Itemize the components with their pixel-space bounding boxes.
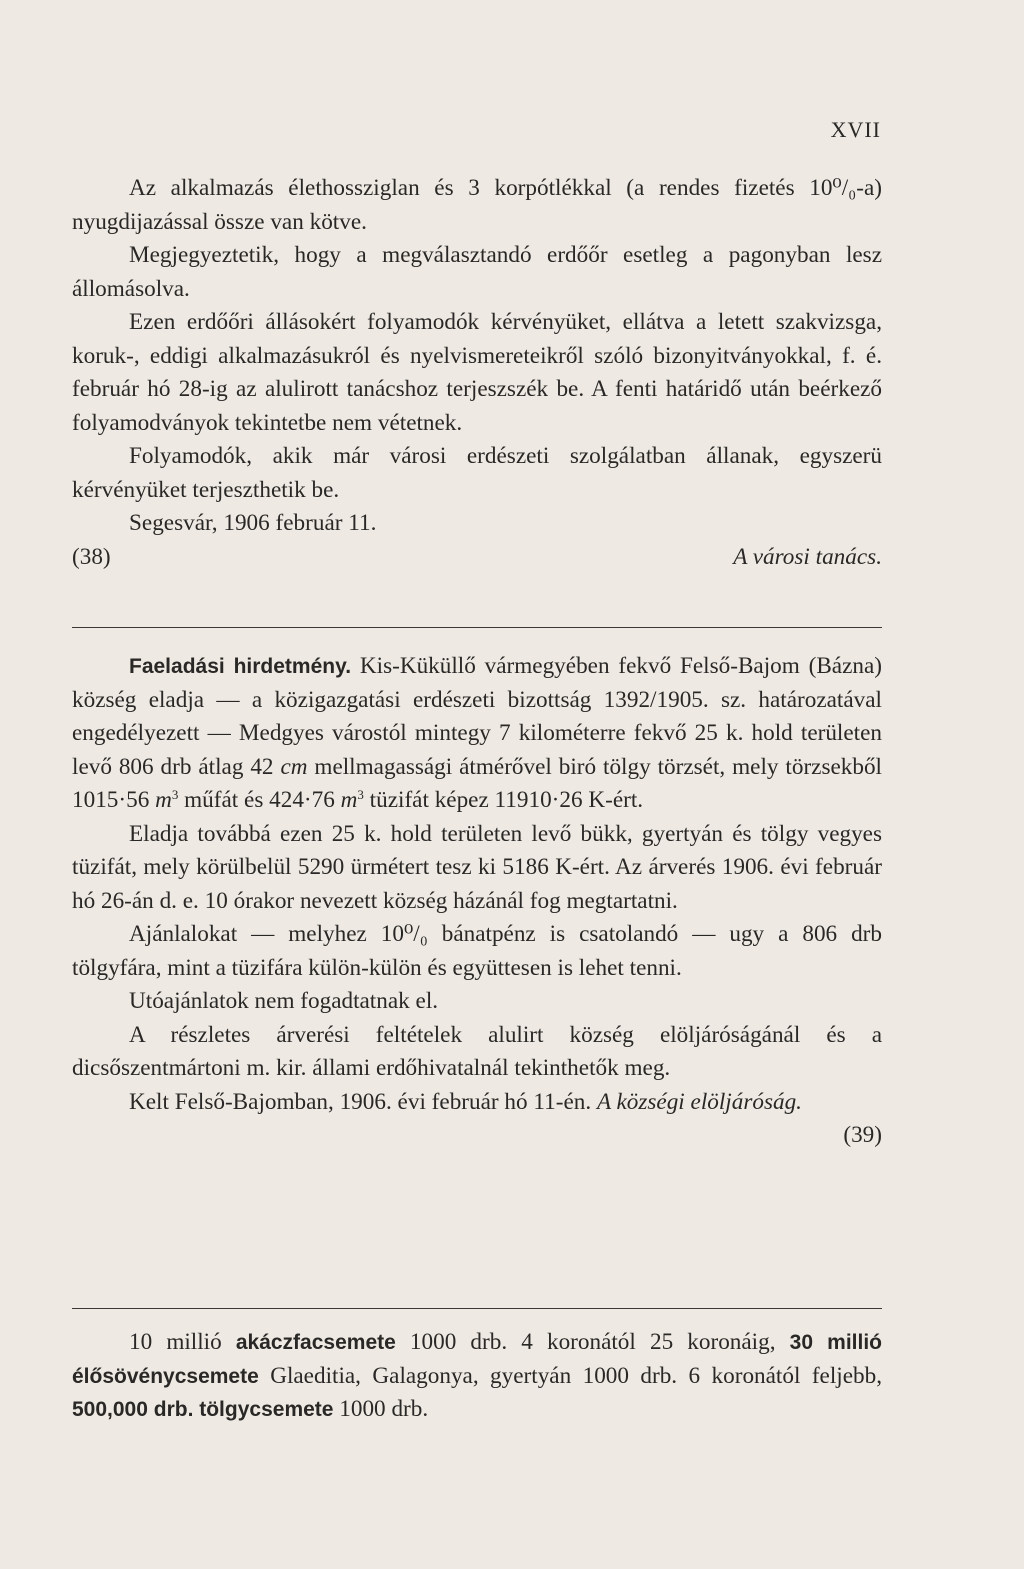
notice-seedlings <box>72 1326 882 1427</box>
unit-exponent: 3 <box>171 787 179 802</box>
paragraph: 10 millió akáczfacsemete 1000 drb. 4 koronától 25 koronáig, 30 millió élősövénycsemete Glaeditia, Galagonya, gyertyán 1000 drb. 6 koronától feljebb, 500,000 drb. tölgycsemete 1000 drb. <box>72 1329 883 1422</box>
reference-number: (39) <box>843 1122 882 1148</box>
unit: m <box>340 787 358 813</box>
signature: A községi elöljáróság. <box>596 1088 802 1115</box>
page-number: XVII <box>830 117 881 142</box>
paragraph: Eladja továbbá ezen 25 k. hold területen levő bükk, gyertyán és tölgy vegyes tüzifát, mely körülbelül 5290 ürmétert tesz ki 5186 K-ért. Az árverés 1906. évi február hó 26-án d. e. 10 órakor nevezett község házánál fog megtartatni. <box>72 820 882 914</box>
reference-line <box>72 541 882 575</box>
paragraph: Ezen erdőőri állásokért folyamodók kérvényüket, ellátva a letett szakvizsga, koruk-, eddigi alkalmazásukról és nyelvismereteikről szóló bizonyitványokkal, f. é. február hó 28-ig az alulirott tanácshoz terjeszszék be. A fenti határidő után beérkező folyamodványok tekintetbe nem vétetnek. <box>72 309 882 436</box>
paragraph: Ajánlalokat — melyhez 10⁰/₀ bánatpénz is csatolandó — ugy a 806 drb tölgyfára, mint a tüzifára külön-külön és együttesen is lehet tenni. <box>72 921 882 981</box>
unit: cm <box>280 753 308 780</box>
divider <box>72 1308 882 1309</box>
paragraph: Utóajánlatok nem fogadtatnak el. <box>129 988 439 1014</box>
notice-forest-ranger <box>72 172 882 574</box>
signature: A városi tanács. <box>733 543 882 570</box>
unit-exponent: 3 <box>357 787 364 802</box>
unit: m <box>155 787 172 813</box>
paragraph: Az alkalmazás élethossziglan és 3 korpótlékkal (a rendes fizetés 10⁰/₀-a) nyugdijazással össze van kötve. <box>72 175 882 235</box>
paragraph: Megjegyeztetik, hogy a megválasztandó erdőőr esetleg a pagonyban lesz állomásolva. <box>72 242 882 302</box>
paragraph: Kelt Felső-Bajomban, 1906. évi február hó 11-én. A községi elöljáróság. (39) <box>72 1086 882 1120</box>
divider <box>72 627 882 628</box>
paragraph: Folyamodók, akik már városi erdészeti szolgálatban állanak, egyszerü kérvényüket terjeszthetik be. <box>72 443 882 503</box>
paragraph: A részletes árverési feltételek alulirt község elöljáróságánál és a dicsőszentmártoni m. kir. állami erdőhivatalnál tekinthetők meg. <box>72 1021 882 1081</box>
date-line: Segesvár, 1906 február 11. <box>129 510 377 536</box>
notice-heading: Faeladási hirdetmény. <box>129 655 352 678</box>
reference-number: (38) <box>72 543 111 570</box>
paragraph: Faeladási hirdetmény. Kis-Küküllő vármegyében fekvő Felső-Bajom (Bázna) község eladja — a közigazgatási erdészeti bizottság 1392/1905. sz. határozatával engedélyezett — Medgyes várostól mintegy 7 kilométerre fekvő 25 k. hold területen levő 806 drb átlag 42 cm mellmagassági átmérővel biró tölgy törzsét, mely törzsekből 1015·56 $m^3$ műfát és 424·76 $m^3$ tüzifát képez 11910·26 K-ért. <box>72 653 882 813</box>
notice-timber-sale <box>72 650 882 1153</box>
